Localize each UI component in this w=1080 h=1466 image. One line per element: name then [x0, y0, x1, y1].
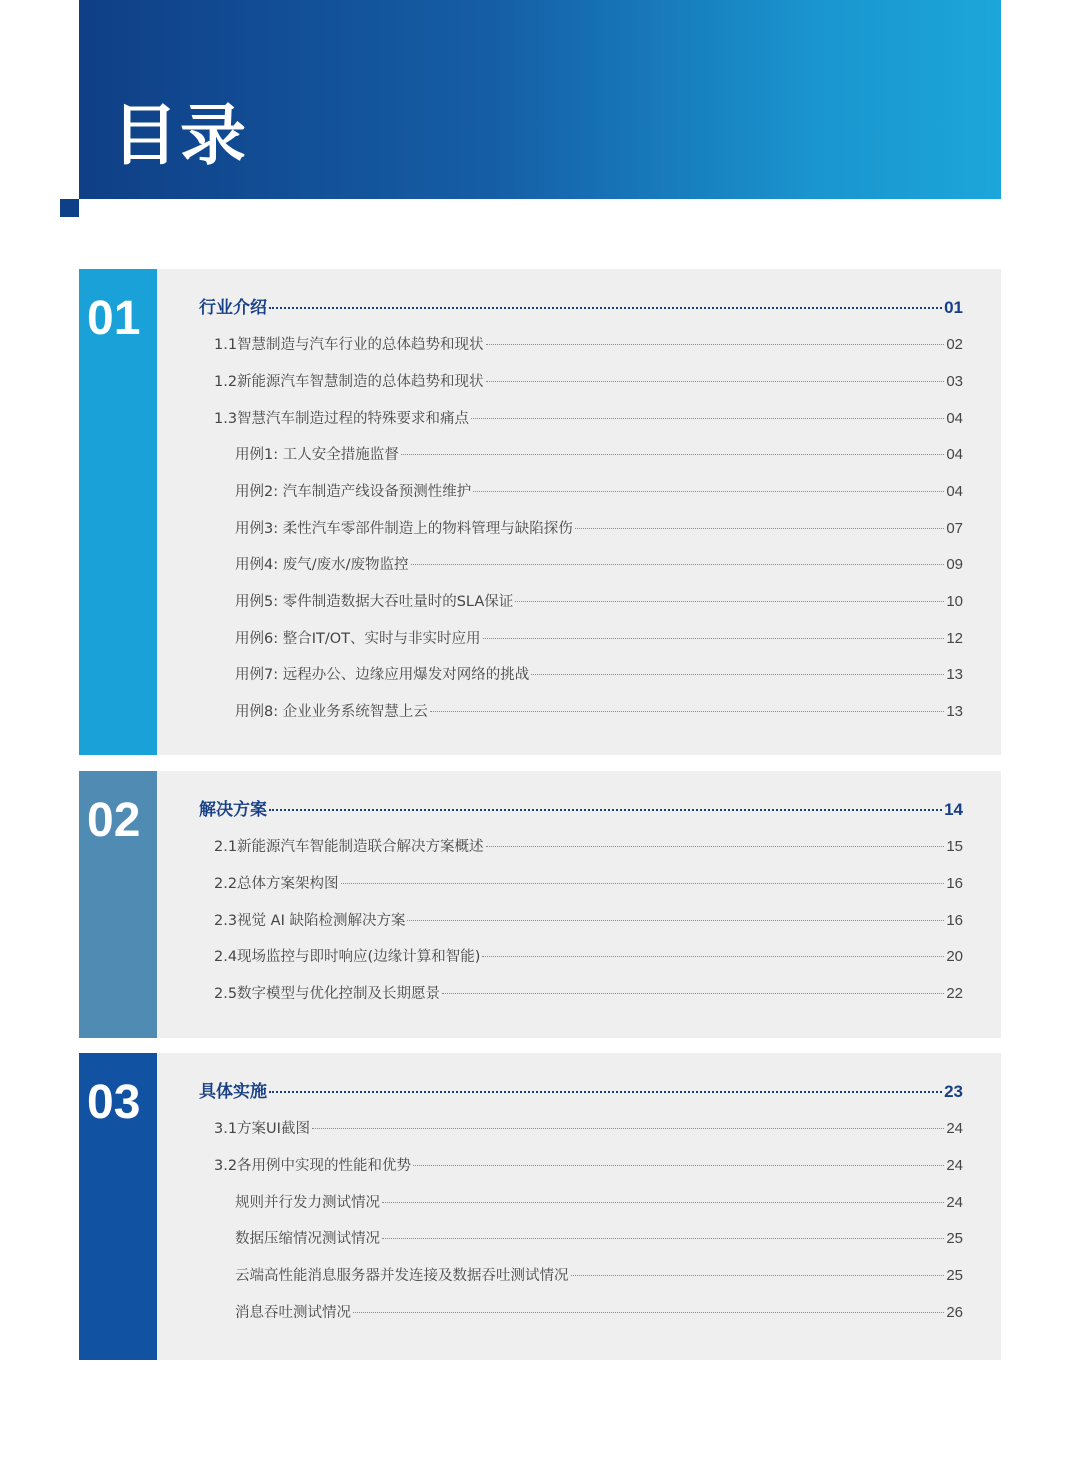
toc-section-02 — [79, 771, 1001, 1038]
toc-entry-label: 3.2各用例中实现的性能和优势 — [214, 1158, 412, 1174]
section-number-tab — [79, 269, 157, 755]
toc-page-number: 25 — [946, 1267, 963, 1284]
toc-page-number: 26 — [946, 1304, 963, 1321]
toc-entry-link[interactable] — [214, 335, 963, 355]
toc-chapter-link[interactable] — [199, 1082, 963, 1102]
toc-page-number: 20 — [946, 948, 963, 965]
toc-entry-label: 2.1新能源汽车智能制造联合解决方案概述 — [214, 839, 484, 855]
toc-subentry-link[interactable] — [235, 519, 963, 539]
dot-leader — [483, 638, 945, 639]
toc-chapter-title: 行业介绍 — [199, 298, 267, 318]
dot-leader — [473, 491, 944, 492]
toc-page-number: 24 — [946, 1157, 963, 1174]
toc-chapter-title: 具体实施 — [199, 1082, 267, 1102]
toc-entry-label: 规则并行发力测试情况 — [235, 1195, 380, 1211]
dot-leader — [269, 307, 942, 309]
dot-leader — [575, 528, 945, 529]
toc-entry-label: 消息吞吐测试情况 — [235, 1305, 351, 1321]
decorative-square — [60, 199, 79, 217]
toc-subentry-link[interactable] — [235, 1229, 963, 1249]
toc-entry-label: 用例6: 整合IT/OT、实时与非实时应用 — [235, 631, 481, 647]
dot-leader — [382, 1238, 944, 1239]
toc-subentry-link[interactable] — [235, 665, 963, 685]
toc-entry-label: 用例4: 废气/废水/废物监控 — [235, 557, 409, 573]
toc-chapter-link[interactable] — [199, 800, 963, 820]
toc-subentry-link[interactable] — [235, 592, 963, 612]
toc-page-number: 01 — [944, 298, 963, 317]
toc-entry-label: 2.2总体方案架构图 — [214, 876, 339, 892]
toc-subentry-link[interactable] — [235, 445, 963, 465]
toc-page-number: 25 — [946, 1230, 963, 1247]
toc-entry-label: 3.1方案UI截图 — [214, 1121, 310, 1137]
toc-entry-label: 2.4现场监控与即时响应(边缘计算和智能) — [214, 949, 481, 965]
toc-page-number: 14 — [944, 800, 963, 819]
toc-entry-link[interactable] — [214, 409, 963, 429]
toc-page-number: 07 — [946, 520, 963, 537]
toc-entry-link[interactable] — [214, 874, 963, 894]
section-number: 02 — [87, 794, 141, 847]
toc-entry-link[interactable] — [214, 372, 963, 392]
dot-leader — [353, 1312, 944, 1313]
toc-entry-label: 用例1: 工人安全措施监督 — [235, 447, 399, 463]
toc-entry-link[interactable] — [214, 1119, 963, 1139]
toc-page-number: 13 — [946, 703, 963, 720]
dot-leader — [442, 993, 944, 994]
toc-page-number: 04 — [946, 483, 963, 500]
dot-leader — [269, 1091, 942, 1093]
dot-leader — [486, 344, 945, 345]
toc-entry-label: 2.3视觉 AI 缺陷检测解决方案 — [214, 913, 406, 929]
toc-page-number: 03 — [946, 373, 963, 390]
toc-page-number: 13 — [946, 666, 963, 683]
toc-entry-link[interactable] — [214, 1156, 963, 1176]
dot-leader — [430, 711, 945, 712]
toc-entry-label: 2.5数字模型与优化控制及长期愿景 — [214, 986, 441, 1002]
toc-entry-label: 数据压缩情况测试情况 — [235, 1231, 380, 1247]
toc-page-number: 22 — [946, 985, 963, 1002]
toc-page-number: 23 — [944, 1082, 963, 1101]
dot-leader — [341, 883, 945, 884]
toc-section-01 — [79, 269, 1001, 755]
toc-page-number: 04 — [946, 446, 963, 463]
toc-page-number: 16 — [946, 912, 963, 929]
toc-subentry-link[interactable] — [235, 702, 963, 722]
toc-entry-label: 1.1智慧制造与汽车行业的总体趋势和现状 — [214, 337, 484, 353]
toc-chapter-link[interactable] — [199, 298, 963, 318]
toc-subentry-link[interactable] — [235, 555, 963, 575]
toc-chapter-title: 解决方案 — [199, 800, 267, 820]
section-number: 01 — [87, 292, 141, 345]
toc-entry-label: 1.2新能源汽车智慧制造的总体趋势和现状 — [214, 374, 484, 390]
toc-entry-link[interactable] — [214, 837, 963, 857]
toc-page-number: 12 — [946, 630, 963, 647]
dot-leader — [407, 920, 944, 921]
toc-entry-label: 用例2: 汽车制造产线设备预测性维护 — [235, 484, 472, 500]
toc-entry-label: 用例3: 柔性汽车零部件制造上的物料管理与缺陷探伤 — [235, 521, 573, 537]
page-title: 目录 — [112, 97, 248, 174]
toc-page-number: 15 — [946, 838, 963, 855]
toc-page-number: 09 — [946, 556, 963, 573]
section-number: 03 — [87, 1076, 141, 1129]
toc-entry-link[interactable] — [214, 984, 963, 1004]
toc-entry-label: 用例7: 远程办公、边缘应用爆发对网络的挑战 — [235, 667, 530, 683]
dot-leader — [571, 1275, 945, 1276]
dot-leader — [413, 1165, 944, 1166]
toc-entry-label: 1.3智慧汽车制造过程的特殊要求和痛点 — [214, 411, 470, 427]
toc-page-number: 10 — [946, 593, 963, 610]
dot-leader — [482, 956, 944, 957]
dot-leader — [531, 674, 944, 675]
section-number-tab — [79, 1053, 157, 1360]
toc-page-number: 04 — [946, 410, 963, 427]
dot-leader — [471, 418, 944, 419]
dot-leader — [401, 454, 945, 455]
toc-section-03 — [79, 1053, 1001, 1360]
dot-leader — [486, 381, 945, 382]
toc-entry-link[interactable] — [214, 947, 963, 967]
toc-entry-label: 用例8: 企业业务系统智慧上云 — [235, 704, 428, 720]
toc-subentry-link[interactable] — [235, 629, 963, 649]
toc-page-number: 24 — [946, 1120, 963, 1137]
toc-entry-label: 用例5: 零件制造数据大吞吐量时的SLA保证 — [235, 594, 514, 610]
toc-subentry-link[interactable] — [235, 1266, 963, 1286]
toc-subentry-link[interactable] — [235, 1303, 963, 1323]
section-number-tab — [79, 771, 157, 1038]
toc-subentry-link[interactable] — [235, 482, 963, 502]
toc-page-number: 24 — [946, 1194, 963, 1211]
toc-page-number: 16 — [946, 875, 963, 892]
dot-leader — [486, 846, 945, 847]
dot-leader — [411, 564, 945, 565]
toc-subentry-link[interactable] — [235, 1193, 963, 1213]
toc-page-number: 02 — [946, 336, 963, 353]
toc-entry-label: 云端高性能消息服务器并发连接及数据吞吐测试情况 — [235, 1268, 569, 1284]
dot-leader — [312, 1128, 944, 1129]
dot-leader — [382, 1202, 944, 1203]
dot-leader — [269, 809, 942, 811]
toc-entry-link[interactable] — [214, 911, 963, 931]
dot-leader — [515, 601, 944, 602]
